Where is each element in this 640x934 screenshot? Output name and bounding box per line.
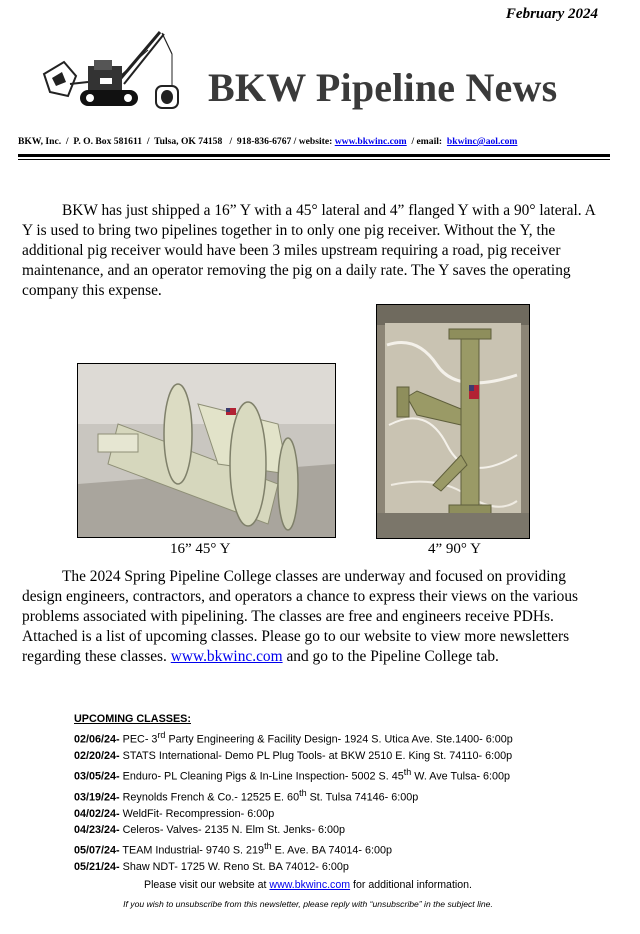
bkwinc-website-link[interactable]: www.bkwinc.com: [170, 648, 283, 665]
class-desc-tail: St. Tulsa 74146- 6:00p: [306, 791, 419, 804]
header-rule-thick: [18, 154, 610, 157]
class-desc-tail: E. Ave. BA 74014- 6:00p: [271, 844, 393, 857]
website-link[interactable]: www.bkwinc.com: [334, 136, 407, 147]
footer-unsubscribe: If you wish to unsubscribe from this newsletter, please reply with “unsubscribe” in the subject line.: [123, 899, 493, 909]
footer-visit-text: Please visit our website at: [144, 879, 270, 891]
newsletter-title: BKW Pipeline News: [208, 65, 558, 110]
photo-4in-90-y: [376, 304, 530, 539]
class-desc-sup: rd: [157, 730, 166, 741]
class-date: 03/19/24-: [74, 791, 120, 804]
newsletter-date: February 2024: [505, 6, 598, 22]
class-item: [74, 838, 513, 859]
class-desc: STATS International- Demo PL Plug Tools- at BKW 2510 E. King St. 74110- 6:00p: [119, 750, 513, 762]
class-date: 05/07/24-: [74, 844, 120, 857]
footer-visit-line: [0, 879, 616, 891]
class-desc-sup: th: [299, 788, 307, 798]
photo-caption-4in: 4” 90° Y: [428, 541, 481, 557]
photo-16in-45-y: [77, 363, 336, 538]
class-item: [74, 748, 513, 764]
contact-prefix: BKW, Inc. / P. O. Box 581611 / Tulsa, OK 74158 / 918-836-6767 / website:: [18, 136, 335, 147]
article-pipeline-college: [22, 567, 608, 667]
class-date: 02/20/24-: [74, 750, 120, 762]
class-desc: WeldFit- Recompression- 6:00p: [119, 807, 275, 820]
article-y-shipment: [22, 201, 608, 301]
footer-website-link[interactable]: www.bkwinc.com: [269, 879, 351, 891]
class-desc-tail: W. Ave Tulsa- 6:00p: [411, 770, 511, 783]
class-desc: Enduro- PL Cleaning Pigs & In-Line Inspection- 5002 S. 45: [119, 770, 404, 783]
class-desc-tail: Party Engineering & Facility Design- 1924 S. Utica Ave. Ste.1400- 6:00p: [165, 733, 513, 746]
class-item: [74, 806, 513, 822]
class-item: [74, 859, 513, 875]
class-desc: PEC- 3: [119, 733, 158, 746]
class-date: 03/05/24-: [74, 770, 120, 783]
email-link[interactable]: bkwinc@aol.com: [446, 136, 518, 147]
footer-visit-tail: for additional information.: [350, 879, 472, 891]
contact-line: [18, 136, 517, 147]
class-desc-sup: th: [264, 841, 272, 852]
email-label: / email:: [406, 136, 447, 147]
article-y-shipment-text: BKW has just shipped a 16” Y with a 45° lateral and 4” flanged Y with a 90° lateral. A Y is used to bring two pipelines together in to only one pig receiver. Without the Y, the additional pig receiver would have been 3 miles upstream requiring a road, pig receiver maintenance, and an operator removing the pig on a daily rate. The Y saves the operating company this expense.: [22, 202, 595, 299]
class-date: 05/21/24-: [74, 861, 120, 873]
class-desc: Reynolds French & Co.- 12525 E. 60: [119, 791, 300, 804]
photo-caption-16in: 16” 45° Y: [170, 541, 231, 557]
class-item: [74, 764, 513, 785]
class-date: 02/06/24-: [74, 733, 120, 746]
upcoming-classes: [74, 711, 513, 875]
class-desc-sup: th: [403, 767, 412, 778]
class-date: 04/02/24-: [74, 807, 120, 820]
class-desc: Celeros- Valves- 2135 N. Elm St. Jenks- 6:00p: [119, 824, 346, 836]
class-item: [74, 785, 513, 806]
class-item: [74, 727, 513, 748]
class-item: [74, 822, 513, 838]
class-desc: Shaw NDT- 1725 W. Reno St. BA 74012- 6:00p: [119, 861, 349, 873]
article-pipeline-college-tail: and go to the Pipeline College tab.: [282, 648, 499, 665]
article-pipeline-college-text: The 2024 Spring Pipeline College classes are underway and focused on providing design engineers, contractors, and operators a chance to express their views on the various problems associated with pipelining. The classes are free and engineers receive PDHs. Attached is a list of upcoming classes. Please go to our website to view more newsletters regarding these classes.: [22, 568, 579, 665]
header-rule-thin: [18, 159, 610, 160]
crane-logo-icon: [40, 26, 180, 112]
class-date: 04/23/24-: [74, 824, 120, 836]
upcoming-classes-title: UPCOMING CLASSES:: [74, 713, 191, 725]
class-desc: TEAM Industrial- 9740 S. 219: [119, 844, 265, 857]
